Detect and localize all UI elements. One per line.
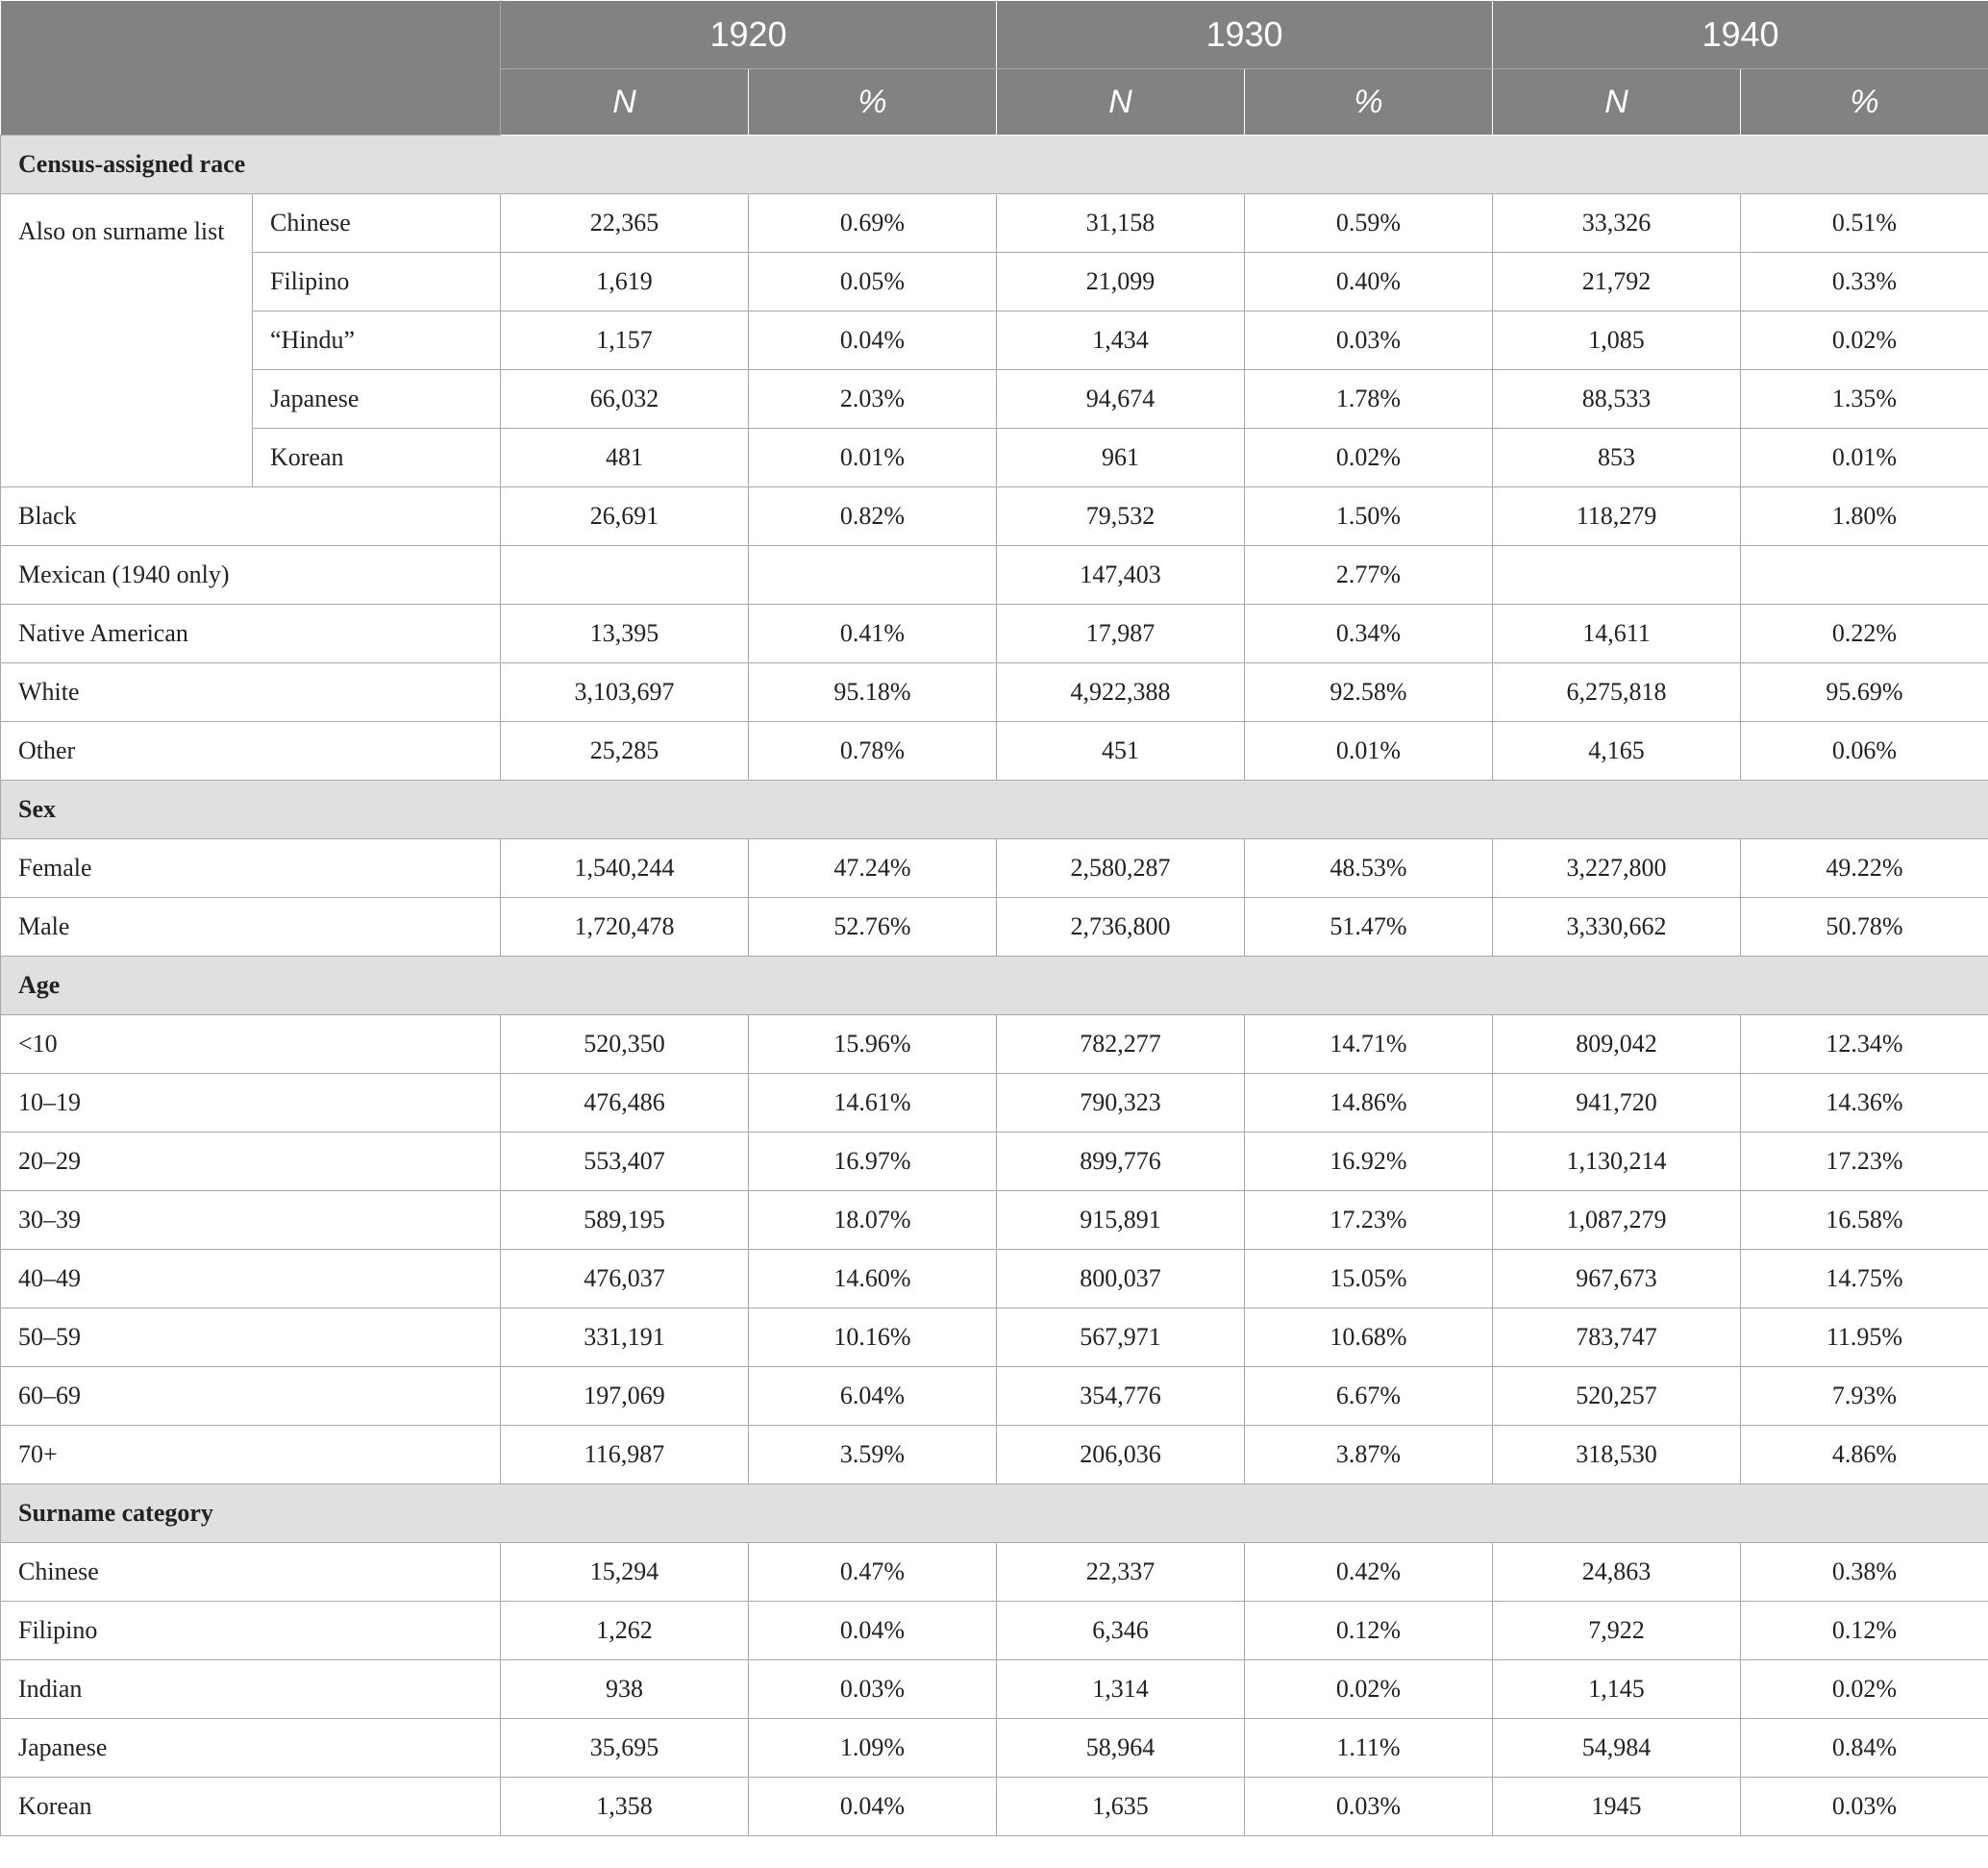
percent-cell: 18.07% [749,1191,997,1250]
count-cell [501,546,749,605]
percent-cell: 92.58% [1245,663,1493,722]
count-cell: 1,145 [1493,1660,1741,1719]
count-cell: 94,674 [997,370,1245,429]
section-header-race [1,136,1988,194]
percent-cell [1741,546,1988,605]
row-label: Chinese [1,1543,501,1602]
count-cell: 553,407 [501,1133,749,1191]
table-row [1,1191,1988,1250]
table-header [1,1,1988,136]
percent-cell: 95.18% [749,663,997,722]
count-cell: 1,130,214 [1493,1133,1741,1191]
count-cell: 520,350 [501,1015,749,1074]
row-label: 50–59 [1,1308,501,1367]
count-cell: 1,157 [501,311,749,370]
count-cell: 938 [501,1660,749,1719]
row-label: 10–19 [1,1074,501,1133]
percent-cell: 15.05% [1245,1250,1493,1308]
percent-cell [749,546,997,605]
count-cell: 476,486 [501,1074,749,1133]
count-cell: 118,279 [1493,487,1741,546]
percent-cell: 0.04% [749,311,997,370]
count-cell: 22,337 [997,1543,1245,1602]
count-cell: 54,984 [1493,1719,1741,1778]
count-cell: 66,032 [501,370,749,429]
count-cell: 14,611 [1493,605,1741,663]
row-label: Male [1,898,501,957]
percent-cell: 0.34% [1245,605,1493,663]
row-label: 20–29 [1,1133,501,1191]
table-row [1,1308,1988,1367]
percent-cell: 0.38% [1741,1543,1988,1602]
count-cell: 1,635 [997,1778,1245,1836]
pct-header: % [749,69,997,136]
percent-cell: 0.01% [1245,722,1493,781]
count-cell: 31,158 [997,194,1245,253]
count-cell: 961 [997,429,1245,487]
year-header-1930: 1930 [997,1,1493,69]
count-cell: 899,776 [997,1133,1245,1191]
count-cell: 6,275,818 [1493,663,1741,722]
table-row [1,194,1988,253]
percent-cell: 4.86% [1741,1426,1988,1484]
table-row [1,487,1988,546]
count-cell: 35,695 [501,1719,749,1778]
percent-cell: 14.75% [1741,1250,1988,1308]
section-header-sex [1,781,1988,839]
row-label: Black [1,487,501,546]
count-cell: 941,720 [1493,1074,1741,1133]
count-cell: 800,037 [997,1250,1245,1308]
row-label: Filipino [1,1602,501,1660]
percent-cell: 0.41% [749,605,997,663]
percent-cell: 52.76% [749,898,997,957]
percent-cell: 2.77% [1245,546,1493,605]
count-cell [1493,546,1741,605]
count-cell: 1,085 [1493,311,1741,370]
section-title: Sex [1,781,1988,839]
count-cell: 3,330,662 [1493,898,1741,957]
count-cell: 967,673 [1493,1250,1741,1308]
percent-cell: 95.69% [1741,663,1988,722]
percent-cell: 0.04% [749,1778,997,1836]
row-label: White [1,663,501,722]
percent-cell: 0.01% [1741,429,1988,487]
n-header: N [1493,69,1741,136]
count-cell: 4,922,388 [997,663,1245,722]
count-cell: 809,042 [1493,1015,1741,1074]
count-cell: 7,922 [1493,1602,1741,1660]
percent-cell: 3.87% [1245,1426,1493,1484]
count-cell: 853 [1493,429,1741,487]
row-label: Indian [1,1660,501,1719]
row-label: 30–39 [1,1191,501,1250]
percent-cell: 16.97% [749,1133,997,1191]
section-header-age [1,957,1988,1015]
percent-cell: 12.34% [1741,1015,1988,1074]
percent-cell: 0.40% [1245,253,1493,311]
table-row [1,1719,1988,1778]
percent-cell: 15.96% [749,1015,997,1074]
percent-cell: 0.82% [749,487,997,546]
count-cell: 15,294 [501,1543,749,1602]
table-row [1,1426,1988,1484]
pct-header: % [1245,69,1493,136]
count-cell: 782,277 [997,1015,1245,1074]
count-cell: 79,532 [997,487,1245,546]
percent-cell: 3.59% [749,1426,997,1484]
percent-cell: 14.71% [1245,1015,1493,1074]
count-cell: 21,099 [997,253,1245,311]
percent-cell: 0.03% [1245,1778,1493,1836]
table-row [1,1778,1988,1836]
table-row [1,546,1988,605]
count-cell: 26,691 [501,487,749,546]
table-row [1,1367,1988,1426]
pct-header: % [1741,69,1988,136]
percent-cell: 50.78% [1741,898,1988,957]
count-cell: 481 [501,429,749,487]
count-cell: 2,580,287 [997,839,1245,898]
percent-cell: 17.23% [1741,1133,1988,1191]
count-cell: 21,792 [1493,253,1741,311]
count-cell: 147,403 [997,546,1245,605]
header-corner [1,1,501,136]
percent-cell: 0.69% [749,194,997,253]
count-cell: 58,964 [997,1719,1245,1778]
percent-cell: 17.23% [1245,1191,1493,1250]
percent-cell: 0.04% [749,1602,997,1660]
count-cell: 1,262 [501,1602,749,1660]
percent-cell: 0.47% [749,1543,997,1602]
row-label: Female [1,839,501,898]
percent-cell: 0.78% [749,722,997,781]
percent-cell: 6.67% [1245,1367,1493,1426]
table-row [1,839,1988,898]
percent-cell: 49.22% [1741,839,1988,898]
percent-cell: 11.95% [1741,1308,1988,1367]
row-label: Native American [1,605,501,663]
row-label: Mexican (1940 only) [1,546,501,605]
count-cell: 520,257 [1493,1367,1741,1426]
row-label: Chinese [253,194,501,253]
count-cell: 6,346 [997,1602,1245,1660]
percent-cell: 0.59% [1245,194,1493,253]
percent-cell: 0.06% [1741,722,1988,781]
count-cell: 13,395 [501,605,749,663]
row-label: Other [1,722,501,781]
percent-cell: 0.03% [1741,1778,1988,1836]
n-header: N [501,69,749,136]
percent-cell: 1.09% [749,1719,997,1778]
count-cell: 88,533 [1493,370,1741,429]
row-label: Korean [1,1778,501,1836]
count-cell: 1,314 [997,1660,1245,1719]
count-cell: 3,227,800 [1493,839,1741,898]
table-row [1,1015,1988,1074]
table-row [1,370,1988,429]
section-title: Age [1,957,1988,1015]
count-cell: 206,036 [997,1426,1245,1484]
table-row [1,311,1988,370]
count-cell: 1,720,478 [501,898,749,957]
count-cell: 1,540,244 [501,839,749,898]
count-cell: 4,165 [1493,722,1741,781]
percent-cell: 10.16% [749,1308,997,1367]
row-label: 60–69 [1,1367,501,1426]
table-row [1,429,1988,487]
percent-cell: 0.03% [1245,311,1493,370]
table-row [1,663,1988,722]
row-label: Japanese [1,1719,501,1778]
section-title: Surname category [1,1484,1988,1543]
count-cell: 1,434 [997,311,1245,370]
count-cell: 567,971 [997,1308,1245,1367]
table-row [1,1543,1988,1602]
percent-cell: 14.60% [749,1250,997,1308]
percent-cell: 1.11% [1245,1719,1493,1778]
year-header-1920: 1920 [501,1,997,69]
group-label: Also on surname list [1,194,253,487]
percent-cell: 0.84% [1741,1719,1988,1778]
percent-cell: 0.03% [749,1660,997,1719]
table-row [1,722,1988,781]
count-cell: 24,863 [1493,1543,1741,1602]
row-label: <10 [1,1015,501,1074]
percent-cell: 10.68% [1245,1308,1493,1367]
percent-cell: 0.12% [1741,1602,1988,1660]
percent-cell: 6.04% [749,1367,997,1426]
percent-cell: 1.78% [1245,370,1493,429]
count-cell: 116,987 [501,1426,749,1484]
table-row [1,605,1988,663]
count-cell: 318,530 [1493,1426,1741,1484]
count-cell: 197,069 [501,1367,749,1426]
percent-cell: 47.24% [749,839,997,898]
percent-cell: 0.05% [749,253,997,311]
row-label: Japanese [253,370,501,429]
table-row [1,1133,1988,1191]
count-cell: 1,619 [501,253,749,311]
count-cell: 331,191 [501,1308,749,1367]
percent-cell: 0.01% [749,429,997,487]
percent-cell: 0.12% [1245,1602,1493,1660]
table-row [1,1074,1988,1133]
percent-cell: 14.86% [1245,1074,1493,1133]
count-cell: 2,736,800 [997,898,1245,957]
percent-cell: 1.35% [1741,370,1988,429]
count-cell: 354,776 [997,1367,1245,1426]
table-row [1,253,1988,311]
row-label: “Hindu” [253,311,501,370]
count-cell: 1945 [1493,1778,1741,1836]
percent-cell: 14.36% [1741,1074,1988,1133]
percent-cell: 0.02% [1741,1660,1988,1719]
percent-cell: 48.53% [1245,839,1493,898]
percent-cell: 14.61% [749,1074,997,1133]
table-row [1,1660,1988,1719]
percent-cell: 0.22% [1741,605,1988,663]
year-header-row [1,1,1988,69]
percent-cell: 2.03% [749,370,997,429]
percent-cell: 0.42% [1245,1543,1493,1602]
table-row [1,1602,1988,1660]
count-cell: 1,087,279 [1493,1191,1741,1250]
count-cell: 22,365 [501,194,749,253]
percent-cell: 0.51% [1741,194,1988,253]
count-cell: 33,326 [1493,194,1741,253]
row-label: Filipino [253,253,501,311]
row-label: Korean [253,429,501,487]
table-row [1,1250,1988,1308]
count-cell: 3,103,697 [501,663,749,722]
percent-cell: 0.02% [1245,1660,1493,1719]
year-header-1940: 1940 [1493,1,1988,69]
percent-cell: 0.33% [1741,253,1988,311]
row-label: 70+ [1,1426,501,1484]
count-cell: 915,891 [997,1191,1245,1250]
count-cell: 476,037 [501,1250,749,1308]
table-row [1,898,1988,957]
count-cell: 451 [997,722,1245,781]
percent-cell: 7.93% [1741,1367,1988,1426]
section-header-surname [1,1484,1988,1543]
count-cell: 783,747 [1493,1308,1741,1367]
row-label: 40–49 [1,1250,501,1308]
section-title: Census-assigned race [1,136,1988,194]
percent-cell: 16.92% [1245,1133,1493,1191]
percent-cell: 51.47% [1245,898,1493,957]
count-cell: 17,987 [997,605,1245,663]
percent-cell: 1.50% [1245,487,1493,546]
count-cell: 25,285 [501,722,749,781]
count-cell: 790,323 [997,1074,1245,1133]
count-cell: 589,195 [501,1191,749,1250]
count-cell: 1,358 [501,1778,749,1836]
table-body [1,136,1988,1836]
percent-cell: 0.02% [1245,429,1493,487]
n-header: N [997,69,1245,136]
percent-cell: 16.58% [1741,1191,1988,1250]
percent-cell: 0.02% [1741,311,1988,370]
percent-cell: 1.80% [1741,487,1988,546]
